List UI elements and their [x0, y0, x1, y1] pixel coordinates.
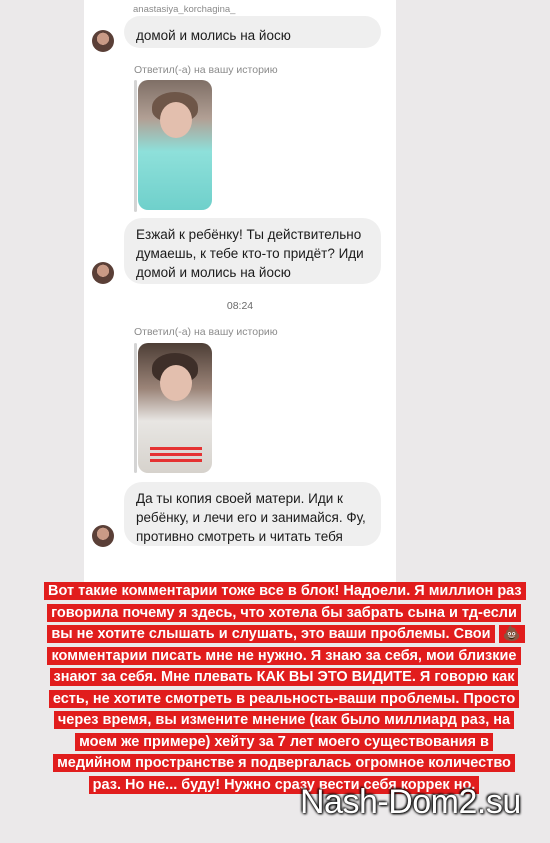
top-username: anastasiya_korchagina_ [133, 4, 236, 15]
message-bubble-2[interactable] [124, 218, 381, 284]
site-watermark: Nash-Dom2.su [300, 783, 521, 821]
reply-label-2: Ответил(-а) на вашу историю [134, 326, 278, 338]
story-2-face [160, 365, 192, 401]
story-1-face [160, 102, 192, 138]
reply-bar-2 [134, 343, 137, 473]
story-2-caption-strip [150, 447, 202, 450]
reply-label-1: Ответил(-а) на вашу историю [134, 64, 278, 76]
poop-emoji-icon: 💩 [499, 625, 525, 643]
caption-text-part-2: комментарии писать мне не нужно. Я знаю за себя, мои близкие знают за себя. Мне плевать КАК ВЫ ЭТО ВИДИТЕ. Я говорю как есть, не хотите смотреть в реальность-ваши проблемы. Просто через время, вы измените мнение (как было миллиард раз, на моем же примере) хейту за 7 лет моего существования в медийном пространстве я подвергалась огромное количество раз. Но не... буду! Нужно сразу вести себя коррек но. [47, 647, 520, 794]
story-2-caption-strip [150, 459, 202, 462]
story-thumbnail-2[interactable] [138, 343, 212, 473]
sender-avatar [92, 525, 114, 547]
timestamp: 08:24 [226, 300, 254, 312]
message-2-text: Езжай к ребёнку! Ты действительно думаешь, к тебе кто-то придёт? Иди домой и молись на йосю [136, 227, 364, 280]
message-bubble-3[interactable] [124, 482, 381, 546]
message-1-text: домой и молись на йосю [136, 28, 291, 43]
caption-text-part-1: Вот такие комментарии тоже все в блок! Надоели. Я миллион раз говорила почему я здесь, что хотела бы забрать сына и тд-если вы не хотите слышать и слушать, это ваши проблемы. Свои [44, 582, 526, 643]
chat-screenshot [84, 0, 396, 583]
reply-bar-1 [134, 80, 137, 212]
message-3-text: Да ты копия своей матери. Иди к ребёнку, и лечи его и занимайся. Фу, противно смотреть и читать тебя [136, 491, 366, 544]
story-2-caption-strip [150, 453, 202, 456]
sender-avatar [92, 262, 114, 284]
story-caption [44, 581, 524, 796]
story-thumbnail-1[interactable] [138, 80, 212, 210]
sender-avatar [92, 30, 114, 52]
message-bubble-1[interactable] [124, 16, 381, 48]
